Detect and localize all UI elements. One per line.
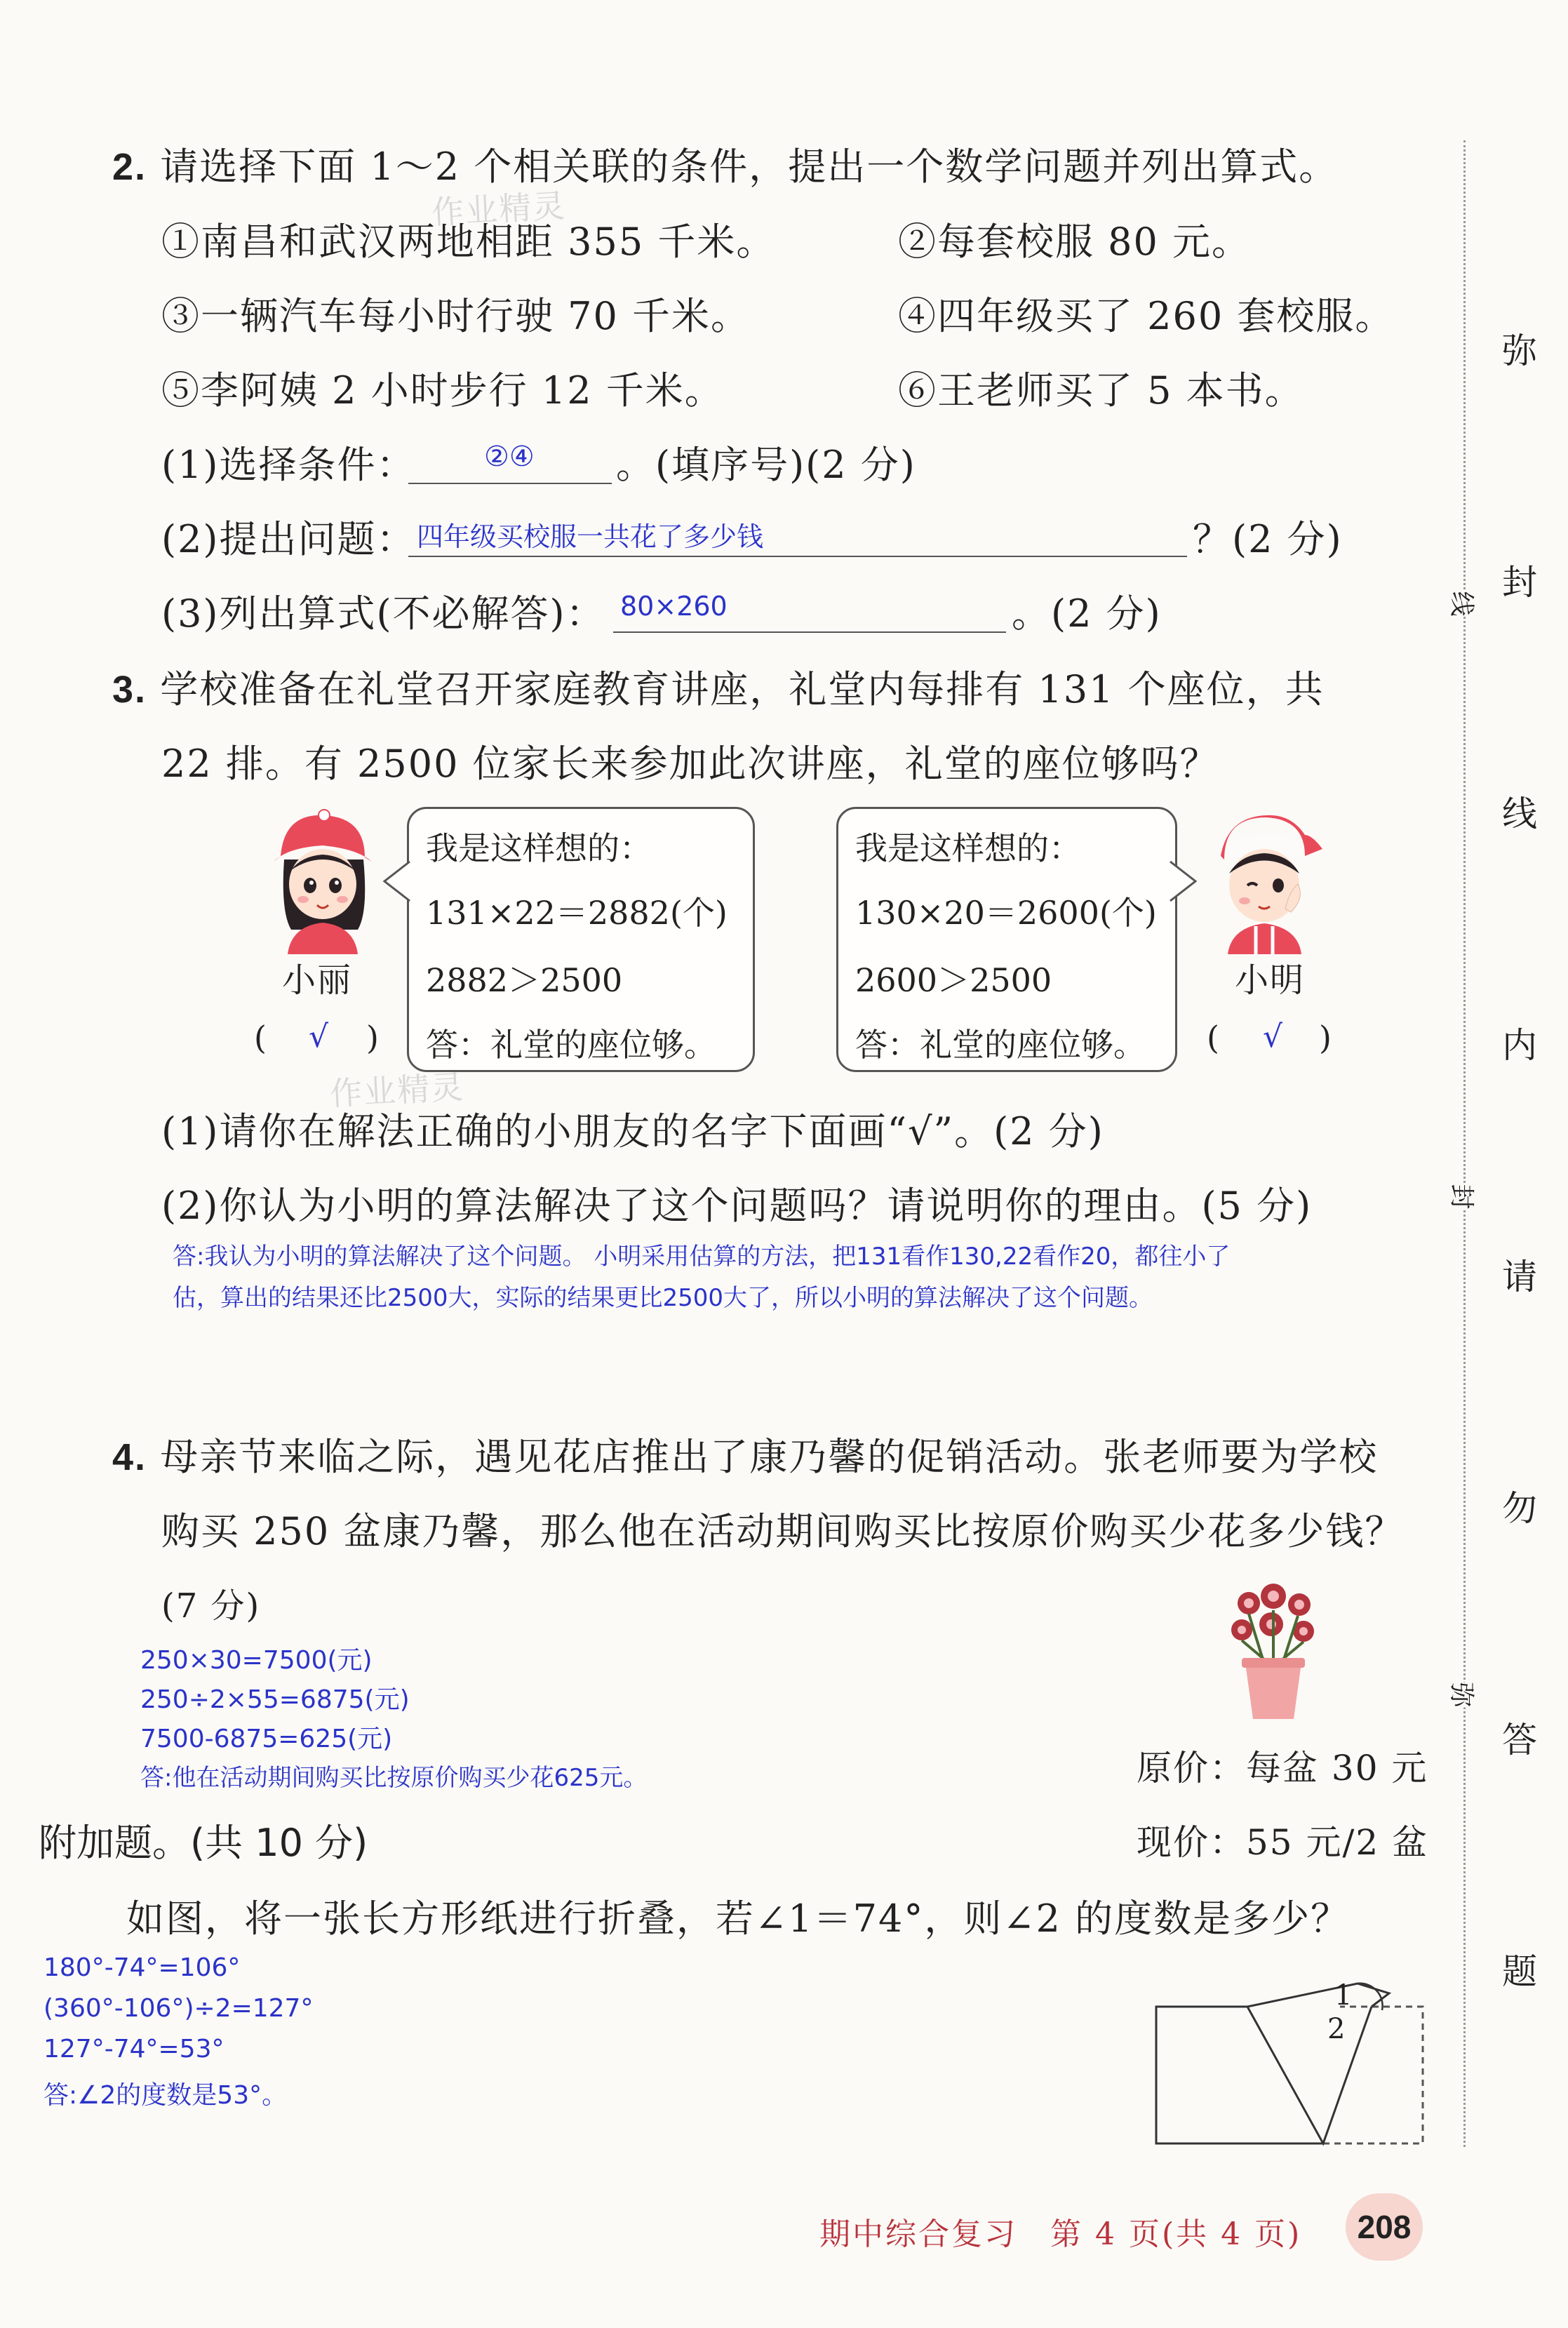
- q2-sub2-answer: 四年级买校服一共花了多少钱: [417, 521, 764, 552]
- q4-work-line: 7500-6875=625(元): [140, 1725, 393, 1753]
- q3-prompt-1: 学校准备在礼堂召开家庭教育讲座，礼堂内每排有 131 个座位，共: [160, 667, 1325, 711]
- bonus-title: 附加题。(共 10 分): [39, 1821, 368, 1865]
- bubble-line: 答：礼堂的座位够。: [855, 1026, 1146, 1064]
- q2-condition-2: ②每套校服 80 元。: [898, 220, 1252, 264]
- q4-original-price: 原价：每盆 30 元: [1137, 1748, 1428, 1788]
- sidebar-char: 答: [1502, 1720, 1537, 1760]
- q4-current-price: 现价：55 元/2 盆: [1137, 1822, 1429, 1863]
- cut-mark: 封: [1446, 1184, 1482, 1209]
- q4-prompt-1: 母亲节来临之际，遇见花店推出了康乃馨的促销活动。张老师要为学校: [160, 1435, 1379, 1479]
- q2-sub3-answer: 80×260: [620, 591, 728, 622]
- q3-prompt-line2: 22 排。有 2500 位家长来参加此次讲座，礼堂的座位够吗？: [161, 742, 1219, 786]
- q2-number: 2.: [112, 146, 147, 188]
- q2-sub2-label: (2)提出问题：: [161, 517, 416, 561]
- bubble-line: 2882＞2500: [426, 961, 623, 999]
- q2-sub1-label: (1)选择条件：: [161, 443, 416, 487]
- xiaoli-paren-close: ): [366, 1019, 380, 1057]
- bubble-tail-right: [1169, 860, 1197, 902]
- bubble-line: 我是这样想的：: [855, 829, 1081, 867]
- q2-sub3-tail: 。(2 分): [1012, 591, 1162, 636]
- q4-prompt-line1: [112, 1427, 1378, 1481]
- xiaoming-illustration: [1200, 807, 1326, 954]
- q2-sub1-blank[interactable]: [408, 483, 612, 484]
- q2-sub2-blank[interactable]: [408, 556, 1187, 557]
- bonus-prompt: 如图，将一张长方形纸进行折叠，若∠1＝74°，则∠2 的度数是多少？: [126, 1896, 1351, 1941]
- q4-work-line: 250÷2×55=6875(元): [140, 1685, 410, 1714]
- sidebar-char: 封: [1502, 562, 1537, 603]
- q4-score: (7 分): [161, 1586, 261, 1626]
- bubble-line: 答：礼堂的座位够。: [426, 1026, 716, 1064]
- bonus-work-line: 180°-74°=106°: [43, 1953, 241, 1982]
- sidebar-char: 线: [1502, 794, 1537, 834]
- xiaoli-paren-open: (: [254, 1019, 268, 1057]
- bubble-line: 我是这样想的：: [426, 829, 652, 867]
- q4-answer: 答:他在活动期间购买比按原价购买少花625元。: [140, 1764, 648, 1792]
- footer-text: 期中综合复习 第 4 页(共 4 页): [819, 2216, 1302, 2252]
- bonus-answer: 答:∠2的度数是53°。: [43, 2081, 288, 2110]
- q2-prompt-line: [112, 137, 1338, 191]
- xiaoming-paren-open: (: [1207, 1019, 1221, 1057]
- sidebar-char: 题: [1502, 1951, 1537, 1992]
- bubble-line: 130×20＝2600(个): [855, 894, 1157, 932]
- xiaoming-speech-bubble: [836, 807, 1177, 1072]
- xiaoli-check: √: [309, 1019, 329, 1055]
- sidebar-char: 内: [1502, 1025, 1537, 1066]
- page-number-badge: 208: [1346, 2193, 1423, 2261]
- q3-answer-line2: 估，算出的结果还比2500大，实际的结果更比2500大了，所以小明的算法解决了这个问题。: [173, 1284, 1153, 1312]
- bonus-work-line: 127°-74°=53°: [43, 2035, 225, 2063]
- angle-2-label: 2: [1327, 2013, 1346, 2045]
- q3-sub2: (2)你认为小明的算法解决了这个问题吗？请说明你的理由。(5 分): [161, 1184, 1313, 1228]
- sidebar-char: 勿: [1502, 1488, 1537, 1529]
- watermark: 作业精灵: [328, 1068, 466, 1113]
- xiaoli-name: 小丽: [282, 961, 353, 1000]
- q2-condition-3: ③一辆汽车每小时行驶 70 千米。: [161, 294, 751, 338]
- xiaoming-check: √: [1263, 1019, 1283, 1055]
- q3-number: 3.: [112, 669, 147, 711]
- xiaoming-paren-close: ): [1319, 1019, 1333, 1057]
- sidebar-char: 弥: [1502, 330, 1537, 371]
- xiaoli-speech-bubble: [407, 807, 755, 1072]
- q4-prompt-line2: 购买 250 盆康乃馨，那么他在活动期间购买比按原价购买少花多少钱？: [161, 1509, 1405, 1553]
- q2-sub3-blank[interactable]: [613, 631, 1006, 633]
- xiaoming-name: 小明: [1235, 961, 1306, 1000]
- q2-sub3-label: (3)列出算式(不必解答)：: [161, 591, 605, 636]
- folded-rectangle-figure: [1151, 1968, 1431, 2150]
- q2-sub1-answer: ②④: [484, 441, 535, 473]
- q2-condition-1: ①南昌和武汉两地相距 355 千米。: [161, 220, 776, 264]
- bubble-tail-left: [383, 860, 411, 902]
- q2-sub2-tail: ？(2 分): [1193, 517, 1343, 561]
- q2-condition-6: ⑥王老师买了 5 本书。: [898, 368, 1304, 413]
- q3-sub1: (1)请你在解法正确的小朋友的名字下面画“√”。(2 分): [161, 1109, 1104, 1153]
- q2-condition-5: ⑤李阿姨 2 小时步行 12 千米。: [161, 368, 724, 413]
- q4-number: 4.: [112, 1436, 147, 1478]
- watermark: 作业精灵: [430, 187, 568, 232]
- q3-prompt-line1: [112, 660, 1325, 714]
- q2-prompt: 请选择下面 1～2 个相关联的条件，提出一个数学问题并列出算式。: [160, 145, 1339, 189]
- cut-mark: 弥: [1446, 1682, 1482, 1707]
- cut-mark: 线: [1446, 591, 1482, 616]
- q3-answer-line1: 答:我认为小明的算法解决了这个问题。 小明采用估算的方法，把131看作130,22看作20，都往小了: [173, 1243, 1231, 1271]
- xiaoli-illustration: [260, 807, 379, 954]
- angle-1-label: 1: [1334, 1979, 1353, 2012]
- q2-condition-4: ④四年级买了 260 套校服。: [898, 294, 1395, 338]
- q2-sub1-tail: 。(填序号)(2 分): [616, 443, 916, 487]
- sidebar-char: 请: [1502, 1257, 1537, 1297]
- binding-cut-line: [1463, 140, 1466, 2147]
- bubble-line: 131×22＝2882(个): [426, 894, 728, 932]
- carnation-pot-illustration: [1221, 1582, 1326, 1722]
- bubble-line: 2600＞2500: [855, 961, 1052, 999]
- q4-work-line: 250×30=7500(元): [140, 1646, 373, 1675]
- bonus-work-line: (360°-106°)÷2=127°: [43, 1994, 314, 2023]
